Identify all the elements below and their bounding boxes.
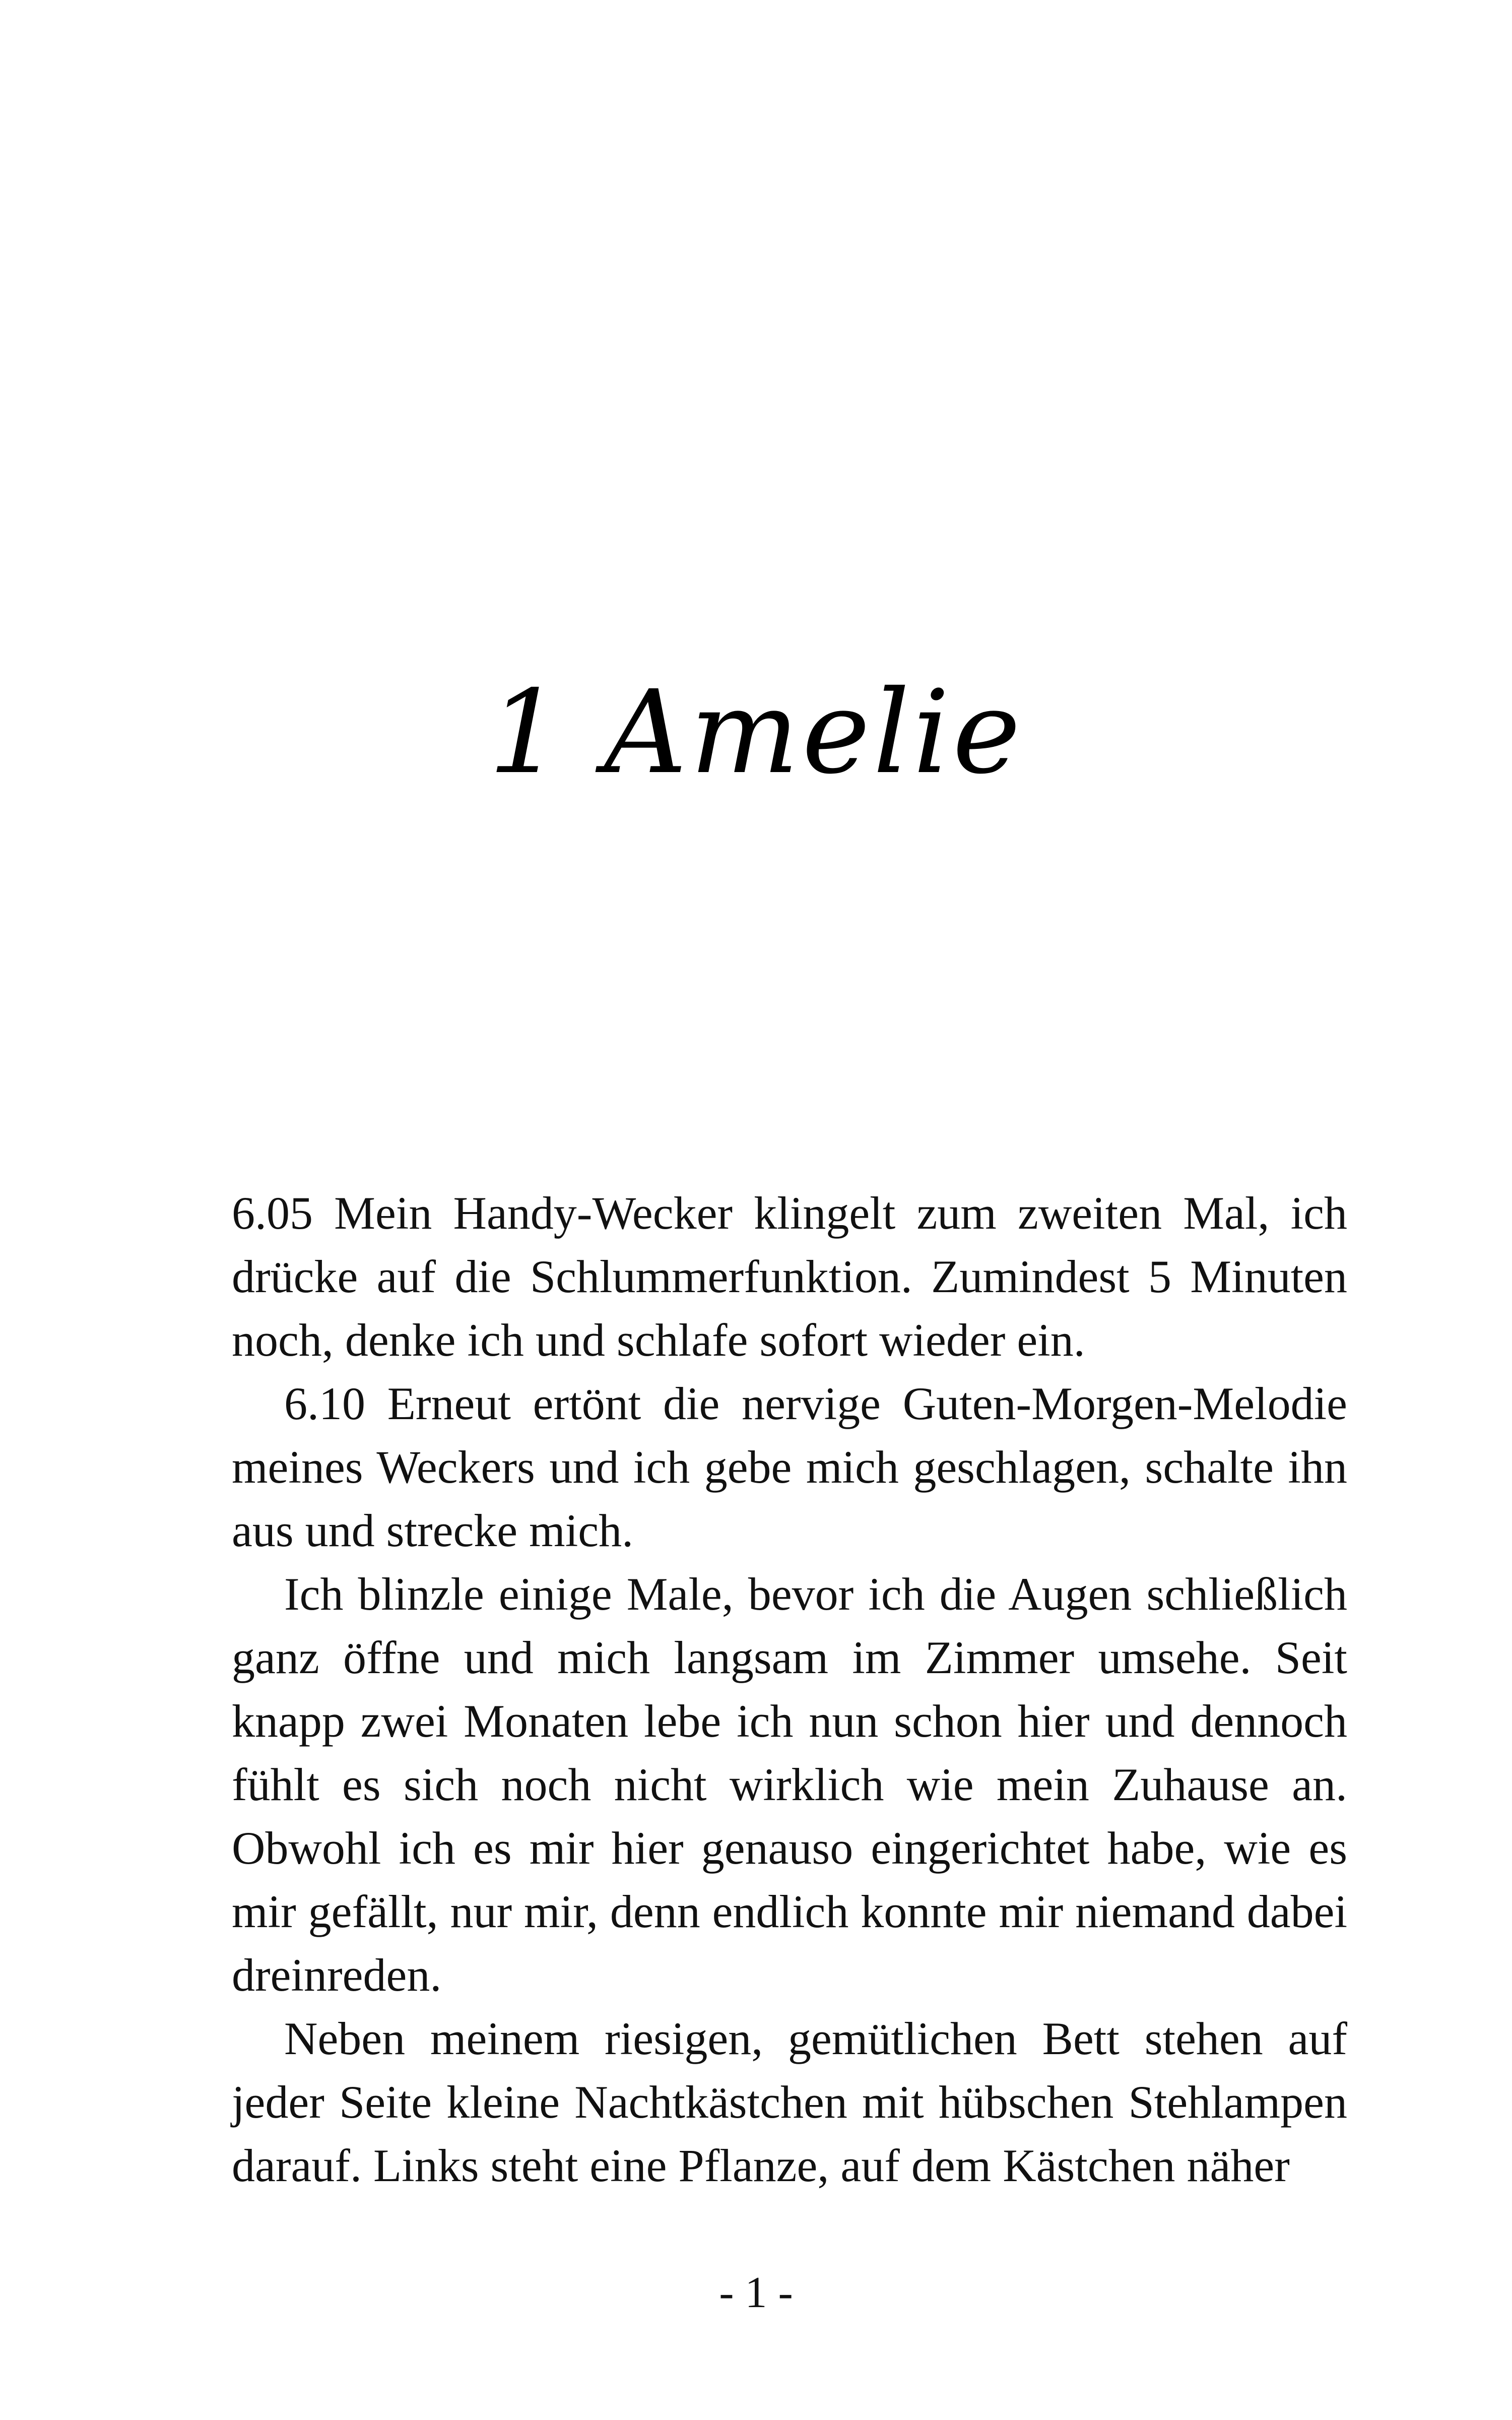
paragraph: Ich blinzle einige Male, bevor ich die Augen schließlich ganz öffne und mich langsam im Zimmer umsehe. Seit knapp zwei Monaten lebe ich nun schon hier und dennoch fühlt es sich noch nicht wirklich wie mein Zuhause an. Obwohl ich es mir hier genauso eingerichtet habe, wie es mir gefällt, nur mir, denn endlich konnte mir niemand dabei dreinreden.: [232, 1568, 1347, 2001]
page-number: - 1 -: [719, 2268, 793, 2317]
paragraph: 6.05 Mein Handy-Wecker klingelt zum zweiten Mal, ich drücke auf die Schlummerfunktion. Zumindest 5 Minuten noch, denke ich und schlafe sofort wieder ein.: [232, 1187, 1347, 1366]
paragraph: Neben meinem riesigen, gemütlichen Bett stehen auf jeder Seite kleine Nachtkästchen mit hübschen Stehlampen darauf. Links steht eine Pflanze, auf dem Kästchen näher: [232, 2013, 1347, 2191]
paragraph: 6.10 Erneut ertönt die nervige Guten-Morgen-Melodie meines Weckers und ich gebe mich geschlagen, schalte ihn aus und strecke mich.: [232, 1378, 1347, 1556]
chapter-body: [232, 1181, 1347, 2197]
chapter-title: 1 Amelie: [488, 665, 1024, 799]
